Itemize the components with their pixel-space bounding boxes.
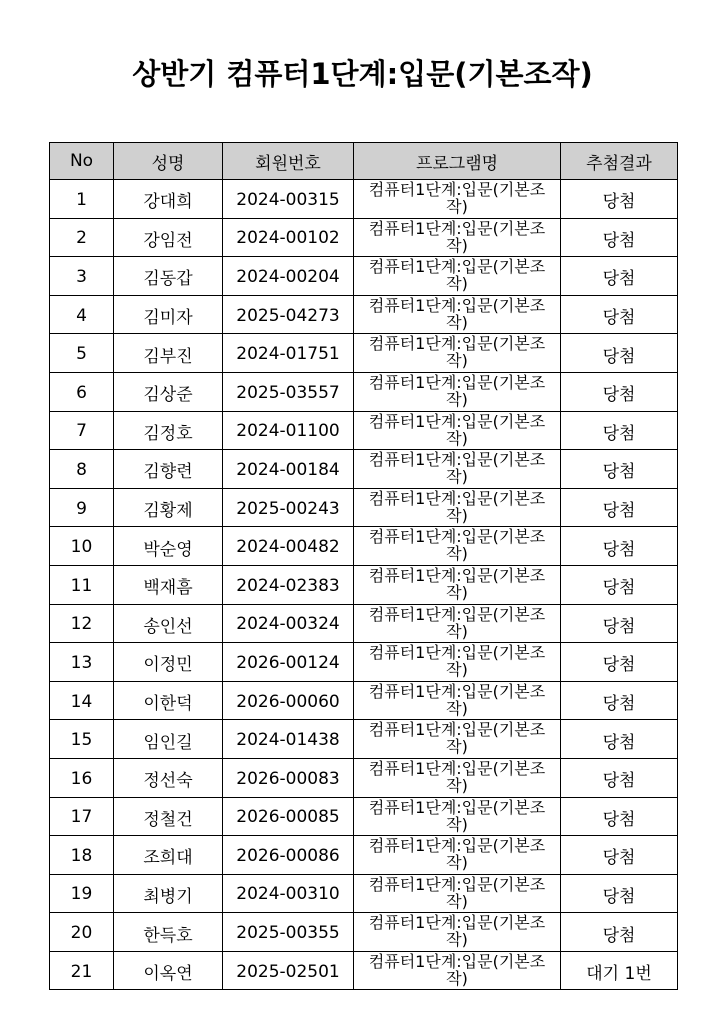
program-name-text: 컴퓨터1단계:입문(기본조작) — [368, 373, 546, 408]
cell-result: 당첨 — [561, 295, 678, 334]
cell-member-no: 2025-03557 — [223, 372, 354, 411]
cell-name: 송인선 — [114, 604, 223, 643]
cell-member-no: 2024-00102 — [223, 218, 354, 257]
cell-no: 2 — [50, 218, 114, 257]
cell-result: 당첨 — [561, 874, 678, 913]
table-row — [50, 720, 678, 759]
cell-name: 이옥연 — [114, 951, 223, 990]
cell-name: 김부진 — [114, 334, 223, 373]
program-name-text: 컴퓨터1단계:입문(기본조작) — [368, 952, 546, 987]
cell-result: 당첨 — [561, 797, 678, 836]
table-row — [50, 604, 678, 643]
table-row — [50, 681, 678, 720]
cell-result: 당첨 — [561, 565, 678, 604]
header-member-no: 회원번호 — [223, 143, 354, 180]
lottery-results-table — [49, 142, 678, 990]
table-row — [50, 488, 678, 527]
cell-member-no: 2026-00083 — [223, 758, 354, 797]
cell-program — [354, 797, 561, 836]
cell-program — [354, 758, 561, 797]
cell-program — [354, 257, 561, 296]
cell-member-no: 2026-00124 — [223, 643, 354, 682]
cell-name: 백재흠 — [114, 565, 223, 604]
cell-member-no: 2024-01751 — [223, 334, 354, 373]
program-name-text: 컴퓨터1단계:입문(기본조작) — [368, 644, 546, 679]
program-name-text: 컴퓨터1단계:입문(기본조작) — [368, 759, 546, 794]
program-name-text: 컴퓨터1단계:입문(기본조작) — [368, 566, 546, 601]
program-name-text: 컴퓨터1단계:입문(기본조작) — [368, 914, 546, 949]
cell-result: 당첨 — [561, 218, 678, 257]
cell-program — [354, 604, 561, 643]
cell-name: 김정호 — [114, 411, 223, 450]
table-row — [50, 372, 678, 411]
cell-result: 당첨 — [561, 527, 678, 566]
cell-program — [354, 295, 561, 334]
cell-program — [354, 565, 561, 604]
cell-program — [354, 874, 561, 913]
program-name-text: 컴퓨터1단계:입문(기본조작) — [368, 682, 546, 717]
program-name-text: 컴퓨터1단계:입문(기본조작) — [368, 528, 546, 563]
cell-program — [354, 681, 561, 720]
cell-no: 16 — [50, 758, 114, 797]
cell-member-no: 2026-00060 — [223, 681, 354, 720]
program-name-text: 컴퓨터1단계:입문(기본조작) — [368, 181, 546, 215]
program-name-text: 컴퓨터1단계:입문(기본조작) — [368, 875, 546, 910]
table-row — [50, 913, 678, 952]
cell-member-no: 2025-04273 — [223, 295, 354, 334]
cell-result: 당첨 — [561, 372, 678, 411]
program-name-text: 컴퓨터1단계:입문(기본조작) — [368, 335, 546, 370]
cell-no: 1 — [50, 180, 114, 219]
cell-member-no: 2024-00204 — [223, 257, 354, 296]
program-name-text: 컴퓨터1단계:입문(기본조작) — [368, 605, 546, 640]
program-name-text: 컴퓨터1단계:입문(기본조작) — [368, 837, 546, 872]
program-name-text: 컴퓨터1단계:입문(기본조작) — [368, 721, 546, 756]
table-row — [50, 874, 678, 913]
program-name-text: 컴퓨터1단계:입문(기본조작) — [368, 451, 546, 486]
cell-name: 정철건 — [114, 797, 223, 836]
cell-name: 이정민 — [114, 643, 223, 682]
cell-member-no: 2025-00355 — [223, 913, 354, 952]
cell-result: 당첨 — [561, 681, 678, 720]
cell-no: 21 — [50, 951, 114, 990]
program-name-text: 컴퓨터1단계:입문(기본조작) — [368, 296, 546, 331]
cell-result: 당첨 — [561, 488, 678, 527]
cell-result: 당첨 — [561, 758, 678, 797]
cell-no: 14 — [50, 681, 114, 720]
cell-name: 강임전 — [114, 218, 223, 257]
program-name-text: 컴퓨터1단계:입문(기본조작) — [368, 489, 546, 524]
cell-no: 3 — [50, 257, 114, 296]
cell-member-no: 2024-00324 — [223, 604, 354, 643]
cell-result: 당첨 — [561, 334, 678, 373]
cell-no: 4 — [50, 295, 114, 334]
cell-name: 이한덕 — [114, 681, 223, 720]
cell-program — [354, 527, 561, 566]
table-row — [50, 565, 678, 604]
cell-member-no: 2024-02383 — [223, 565, 354, 604]
cell-program — [354, 720, 561, 759]
cell-member-no: 2025-00243 — [223, 488, 354, 527]
table-row — [50, 295, 678, 334]
cell-program — [354, 334, 561, 373]
cell-no: 5 — [50, 334, 114, 373]
cell-program — [354, 913, 561, 952]
cell-result: 당첨 — [561, 836, 678, 875]
table-row — [50, 411, 678, 450]
table-row — [50, 797, 678, 836]
table-row — [50, 180, 678, 219]
cell-program — [354, 836, 561, 875]
cell-member-no: 2026-00086 — [223, 836, 354, 875]
cell-member-no: 2024-00310 — [223, 874, 354, 913]
cell-no: 12 — [50, 604, 114, 643]
cell-member-no: 2024-00315 — [223, 180, 354, 219]
cell-no: 19 — [50, 874, 114, 913]
cell-name: 박순영 — [114, 527, 223, 566]
cell-member-no: 2024-00482 — [223, 527, 354, 566]
program-name-text: 컴퓨터1단계:입문(기본조작) — [368, 258, 546, 293]
cell-member-no: 2024-01100 — [223, 411, 354, 450]
table-row — [50, 334, 678, 373]
cell-program — [354, 643, 561, 682]
cell-program — [354, 372, 561, 411]
cell-name: 김황제 — [114, 488, 223, 527]
program-name-text: 컴퓨터1단계:입문(기본조작) — [368, 798, 546, 833]
cell-member-no: 2025-02501 — [223, 951, 354, 990]
cell-no: 15 — [50, 720, 114, 759]
cell-result: 당첨 — [561, 450, 678, 489]
cell-name: 정선숙 — [114, 758, 223, 797]
table-row — [50, 218, 678, 257]
header-result: 추첨결과 — [561, 143, 678, 180]
cell-program — [354, 450, 561, 489]
header-name: 성명 — [114, 143, 223, 180]
cell-program — [354, 180, 561, 219]
cell-no: 11 — [50, 565, 114, 604]
table-row — [50, 643, 678, 682]
table-row — [50, 527, 678, 566]
cell-name: 김향련 — [114, 450, 223, 489]
cell-result: 당첨 — [561, 257, 678, 296]
cell-name: 김동갑 — [114, 257, 223, 296]
program-name-text: 컴퓨터1단계:입문(기본조작) — [368, 219, 546, 254]
cell-program — [354, 488, 561, 527]
cell-name: 김미자 — [114, 295, 223, 334]
header-program: 프로그램명 — [354, 143, 561, 180]
cell-result: 당첨 — [561, 411, 678, 450]
cell-name: 김상준 — [114, 372, 223, 411]
table-row — [50, 758, 678, 797]
cell-member-no: 2024-00184 — [223, 450, 354, 489]
cell-member-no: 2024-01438 — [223, 720, 354, 759]
cell-program — [354, 411, 561, 450]
program-name-text: 컴퓨터1단계:입문(기본조작) — [368, 412, 546, 447]
cell-result: 대기 1번 — [561, 951, 678, 990]
cell-no: 8 — [50, 450, 114, 489]
cell-member-no: 2026-00085 — [223, 797, 354, 836]
table-row — [50, 450, 678, 489]
cell-no: 9 — [50, 488, 114, 527]
cell-no: 18 — [50, 836, 114, 875]
page-title: 상반기 컴퓨터1단계:입문(기본조작) — [132, 57, 593, 91]
cell-name: 조희대 — [114, 836, 223, 875]
cell-result: 당첨 — [561, 913, 678, 952]
cell-no: 10 — [50, 527, 114, 566]
cell-program — [354, 951, 561, 990]
cell-result: 당첨 — [561, 643, 678, 682]
table-row — [50, 257, 678, 296]
cell-name: 한득호 — [114, 913, 223, 952]
cell-no: 17 — [50, 797, 114, 836]
cell-no: 6 — [50, 372, 114, 411]
table-header-row — [50, 143, 678, 180]
cell-program — [354, 218, 561, 257]
cell-name: 최병기 — [114, 874, 223, 913]
table-row — [50, 951, 678, 990]
cell-no: 20 — [50, 913, 114, 952]
cell-result: 당첨 — [561, 720, 678, 759]
cell-no: 13 — [50, 643, 114, 682]
cell-name: 강대희 — [114, 180, 223, 219]
cell-no: 7 — [50, 411, 114, 450]
cell-result: 당첨 — [561, 180, 678, 219]
table-body — [50, 180, 678, 990]
cell-name: 임인길 — [114, 720, 223, 759]
header-no: No — [50, 143, 114, 180]
table-row — [50, 836, 678, 875]
cell-result: 당첨 — [561, 604, 678, 643]
